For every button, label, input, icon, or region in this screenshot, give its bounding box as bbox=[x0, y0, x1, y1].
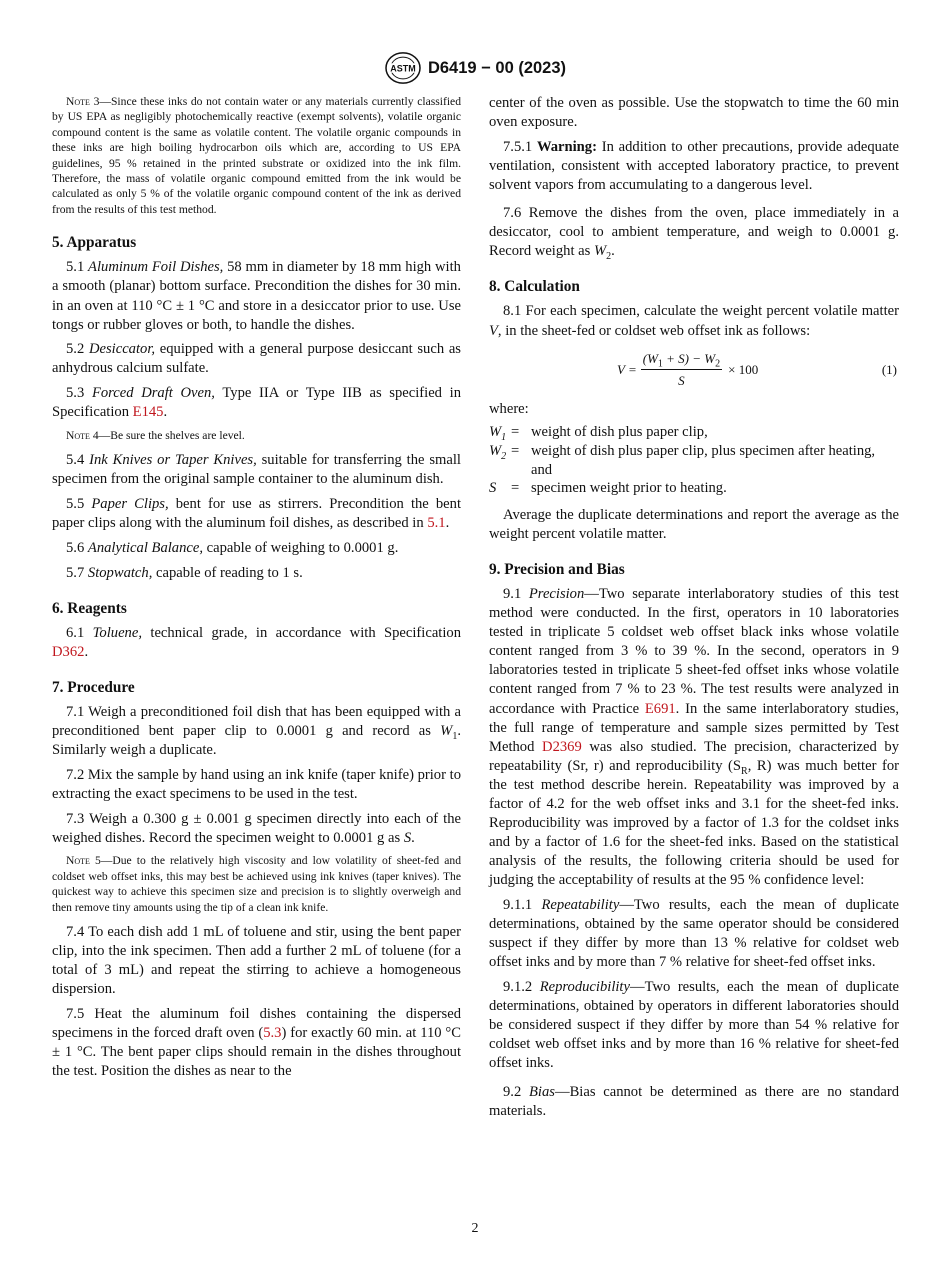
para-6-1: 6.1 Toluene, technical grade, in accordance with Specification D362. bbox=[52, 624, 462, 660]
definition-s: S = specimen weight prior to heating. bbox=[489, 480, 727, 497]
link-e691[interactable]: E691 bbox=[644, 700, 676, 717]
para-9-1: 9.1 Precision—Two separate interlaboratory studies of this test method were conducted. In the first, operators in 10 laboratories tested in triplicate 5 coldset web offset black inks whose volatile content ranged from 3 % to 39 %. In the second, operators in 9 laboratories tested in triplicate 5 sheet-fed offset inks whose volatile content ranged from 7 % to 23 %. The test results were analyzed in accordance with Practice E691. In the same interlaboratory studies, the full range of temperature and sample sizes permitted by Test Method D2369 was also studied. The precision, characterized by repeatability (Sr, r) and reproducibility ($S_R$, R) was much better for the test method describe herein. Repeatability was improved by a factor of 4.2 for the web offset inks and 3.1 for the sheet-fed inks. Reproducibility was improved by a factor of 1.3 for the coldset inks and by a factor of 1.6 for the sheet-fed inks. Based on the statistical analysis of the results, the following criteria should be used for judging the acceptability of results at the 95 % confidence level: bbox=[489, 585, 900, 889]
equation-number: (1) bbox=[881, 361, 897, 377]
equation-fraction: $\frac{(W_1 + S) - W_2}{S}$ bbox=[642, 350, 721, 388]
link-5-3[interactable]: 5.3 bbox=[263, 1025, 282, 1042]
para-5-7: 5.7 Stopwatch, capable of reading to 1 s. bbox=[66, 564, 303, 581]
right-column bbox=[489, 94, 899, 1126]
para-7-5: 7.5 Heat the aluminum foil dishes containing the dispersed specimens in the forced draft oven (5.3) for exactly 60 min. at 110 °C ± 1 °C. The bent paper clips should remain in the dishes throughout the test. Position the dishes as near to the bbox=[52, 1006, 461, 1080]
para-9-1-2: 9.1.2 Reproducibility—Two results, each the mean of duplicate determinations, obtained by operators in different laboratories should be considered suspect if they differ by more than 54 % relative for coldset web offset inks and by more than 16 % relative for sheet-fed offset inks. bbox=[489, 979, 899, 1072]
para-5-1: 5.1 Aluminum Foil Dishes, 58 mm in diameter by 18 mm high with a smooth (planar) bottom surface. Precondition the dishes for 30 min. in an oven at 110 °C ± 1 °C and store in a desiccator prior to use. Use tongs or rubber gloves or both, to handle the dishes. bbox=[52, 259, 461, 333]
para-7-3: 7.3 Weigh a 0.300 g ± 0.001 g specimen directly into each of the weighed dishes. Record the specimen weight to 0.0001 g as S. bbox=[52, 810, 461, 846]
page-header bbox=[0, 50, 950, 86]
para-5-2: 5.2 Desiccator, equipped with a general purpose desiccant such as anhydrous calcium sulfate. bbox=[52, 341, 461, 377]
para-7-6: 7.6 Remove the dishes from the oven, place immediately in a desiccator, cool to ambient temperature, and weigh to 0.0001 g. Record weight as $W_2$. bbox=[489, 205, 899, 263]
para-5-5: 5.5 Paper Clips, bent for use as stirrers. Precondition the bent paper clips along with the aluminum foil dishes, as described in 5.1. bbox=[52, 496, 462, 532]
para-7-5-1: 7.5.1 Warning: In addition to other precautions, provide adequate ventilation, consistent with accepted laboratory practice, to prevent solvent vapors from accumulating to a dangerous level. bbox=[489, 138, 899, 193]
document-designation: D6419 − 00 (2023) bbox=[427, 58, 567, 77]
para-8-1: 8.1 For each specimen, calculate the weight percent volatile matter V, in the sheet-fed or coldset web offset ink as follows: bbox=[489, 303, 899, 339]
para-5-6: 5.6 Analytical Balance, capable of weighing to 0.0001 g. bbox=[66, 539, 399, 556]
link-d2369[interactable]: D2369 bbox=[542, 738, 582, 755]
note-5: Note 5—Due to the relatively high viscosity and low volatility of sheet-fed and coldset web offset inks, this may best be achieved using ink knives (taper knives). The quickest way to achieve this specimen size and precision is to slightly overweigh and then remove tiny amounts using the tip of a clean ink knife. bbox=[52, 854, 461, 914]
where-label: where: bbox=[489, 401, 529, 418]
link-e145[interactable]: E145 bbox=[132, 404, 164, 421]
definition-w1: $W_1$ = weight of dish plus paper clip, bbox=[489, 424, 708, 444]
para-7-1: 7.1 Weigh a preconditioned foil dish that has been equipped with a preconditioned bent paper clip to 0.0001 g and record as $W_1$. Similarly weigh a duplicate. bbox=[52, 704, 461, 759]
section-5-heading: 5. Apparatus bbox=[52, 234, 137, 252]
astm-logo-icon bbox=[384, 51, 422, 85]
para-7-2: 7.2 Mix the sample by hand using an ink knife (taper knife) prior to extracting the exact specimens to be used in the test. bbox=[52, 766, 461, 802]
link-5-1[interactable]: 5.1 bbox=[427, 515, 446, 532]
equation-1: V = $\frac{(W_1 + S) - W_2}{S}$ × 100 (1) bbox=[489, 346, 899, 392]
note-4: Note 4—Be sure the shelves are level. bbox=[66, 428, 245, 442]
para-9-1-1: 9.1.1 Repeatability—Two results, each the mean of duplicate determinations, obtained by the same operator should be considered suspect if they differ by more than 13 % relative for coldset web offset inks and by more than 7 % relative for sheet-fed offset inks. bbox=[489, 897, 899, 971]
para-5-3: 5.3 Forced Draft Oven, Type IIA or Type IIB as specified in Specification E145. bbox=[52, 385, 461, 421]
para-9-2: 9.2 Bias—Bias cannot be determined as there are no standard materials. bbox=[489, 1083, 900, 1119]
para-average: Average the duplicate determinations and report the average as the weight percent volatile matter. bbox=[489, 506, 899, 542]
page-number: 2 bbox=[471, 1221, 479, 1236]
para-7-4: 7.4 To each dish add 1 mL of toluene and stir, using the bent paper clip, into the ink specimen. Then add a further 2 mL of toluene (for a total of 3 mL) and repeat the stirring to achieve a homogeneous dispersion. bbox=[52, 924, 461, 998]
section-6-heading: 6. Reagents bbox=[52, 599, 127, 617]
section-8-heading: 8. Calculation bbox=[489, 278, 580, 296]
left-column bbox=[52, 94, 461, 1087]
svg-text:ASTM: ASTM bbox=[390, 63, 416, 74]
para-7-5-continued: center of the oven as possible. Use the stopwatch to time the 60 min oven exposure. bbox=[489, 95, 899, 131]
definition-w2: $W_2$ = weight of dish plus paper clip, plus specimen after heating, and bbox=[489, 442, 876, 478]
section-9-heading: 9. Precision and Bias bbox=[489, 560, 625, 578]
section-7-heading: 7. Procedure bbox=[52, 678, 135, 696]
link-d362[interactable]: D362 bbox=[52, 643, 85, 660]
variable-definitions bbox=[489, 423, 899, 497]
warning-label: Warning: bbox=[536, 138, 597, 155]
note-3: Note 3—Since these inks do not contain water or any materials currently classified by US EPA as negligibly photochemically reactive (exempt solvents), volatile organic compound content is the same as volatile content. The volatile organic compounds in these inks are high boiling hydrocarbon oils which are, according to US EPA guidelines, 95 % retained in the printed substrate or oxidized into the ink film. Therefore, the mass of volatile organic compound emitted from the ink would be calculated as only 5 % of the volatile organic compound content of the ink as derived from the results of this test method. bbox=[52, 95, 461, 216]
para-5-4: 5.4 Ink Knives or Taper Knives, suitable for transferring the small specimen from the original sample container to the aluminum dish. bbox=[52, 452, 461, 488]
